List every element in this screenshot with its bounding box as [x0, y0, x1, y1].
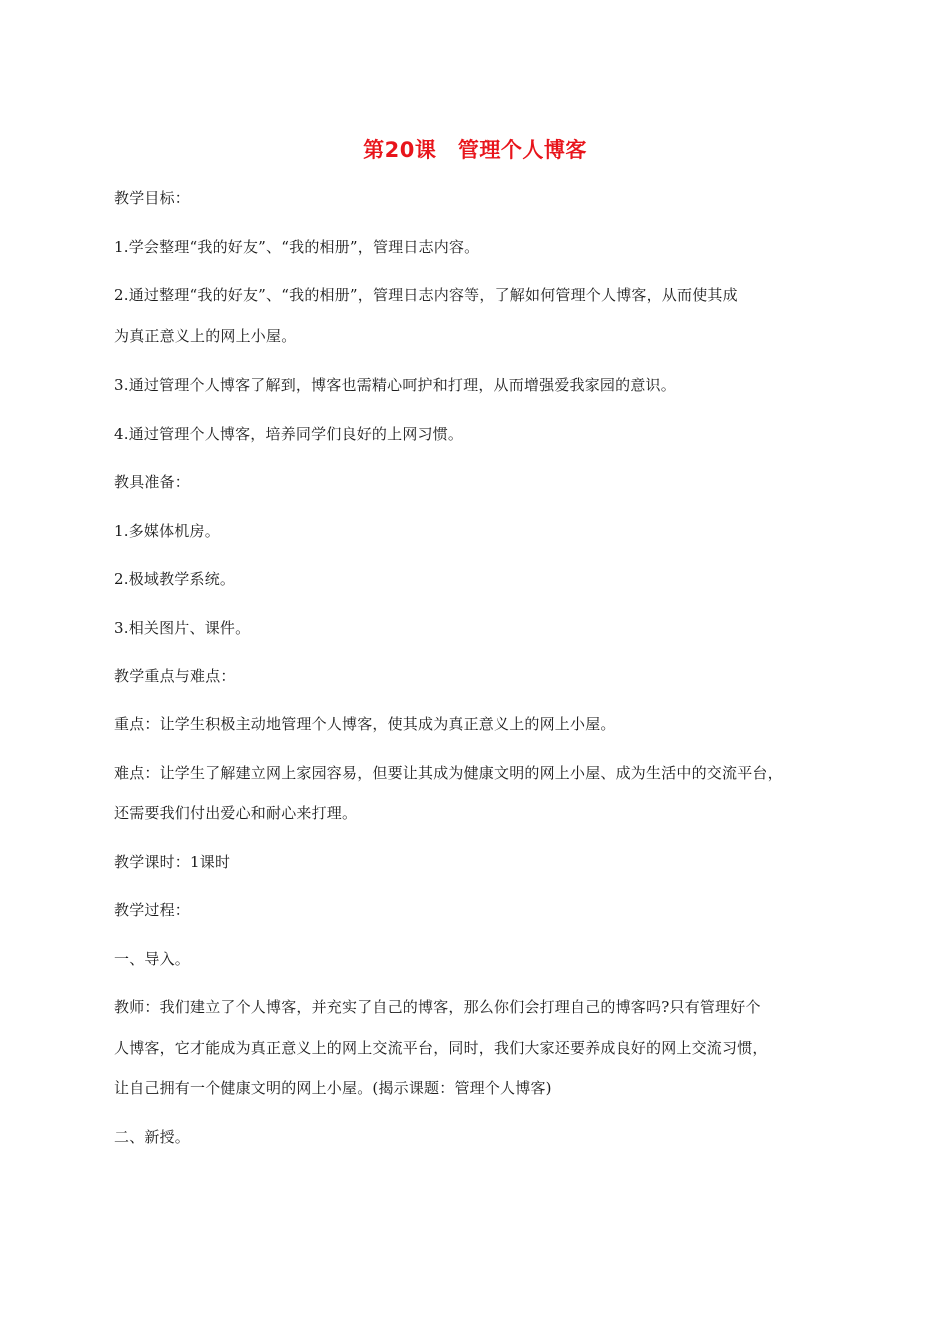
paragraph-line: 重点：让学生积极主动地管理个人博客，使其成为真正意义上的网上小屋。	[114, 715, 616, 733]
paragraph-line: 教师：我们建立了个人博客，并充实了自己的博客，那么你们会打理自己的博客吗?只有管理好个	[114, 998, 761, 1016]
paragraph-line: 为真正意义上的网上小屋。	[114, 327, 297, 345]
paragraph-line: 人博客，它才能成为真正意义上的网上交流平台，同时，我们大家还要养成良好的网上交流习惯，	[114, 1039, 768, 1057]
section-heading-new-lesson: 二、新授。	[114, 1128, 191, 1146]
paragraph-line: 1.学会整理“我的好友”、“我的相册”，管理日志内容。	[114, 238, 480, 256]
section-heading-key-points: 教学重点与难点：	[114, 667, 236, 685]
paragraph-line: 让自己拥有一个健康文明的网上小屋。(揭示课题：管理个人博客)	[114, 1079, 552, 1097]
paragraph-line: 4.通过管理个人博客，培养同学们良好的上网习惯。	[114, 425, 464, 443]
paragraph-line: 还需要我们付出爱心和耐心来打理。	[114, 804, 358, 822]
paragraph-line: 1.多媒体机房。	[114, 522, 220, 540]
page-title: 第20课 管理个人博客	[363, 138, 587, 162]
section-heading-process: 教学过程：	[114, 901, 191, 919]
paragraph-line: 3.通过管理个人博客了解到，博客也需精心呵护和打理，从而增强爱我家园的意识。	[114, 376, 676, 394]
section-heading-objectives: 教学目标：	[114, 189, 191, 207]
paragraph-line: 2.通过整理“我的好友”、“我的相册”，管理日志内容等，了解如何管理个人博客，从而使其成	[114, 286, 738, 304]
paragraph-line: 3.相关图片、课件。	[114, 619, 251, 637]
paragraph-line: 难点：让学生了解建立网上家园容易，但要让其成为健康文明的网上小屋、成为生活中的交流平台，	[114, 764, 783, 782]
section-heading-intro: 一、导入。	[114, 950, 191, 968]
section-heading-materials: 教具准备：	[114, 473, 191, 491]
section-heading-hours: 教学课时：1课时	[114, 853, 231, 871]
paragraph-line: 2.极域教学系统。	[114, 570, 236, 588]
